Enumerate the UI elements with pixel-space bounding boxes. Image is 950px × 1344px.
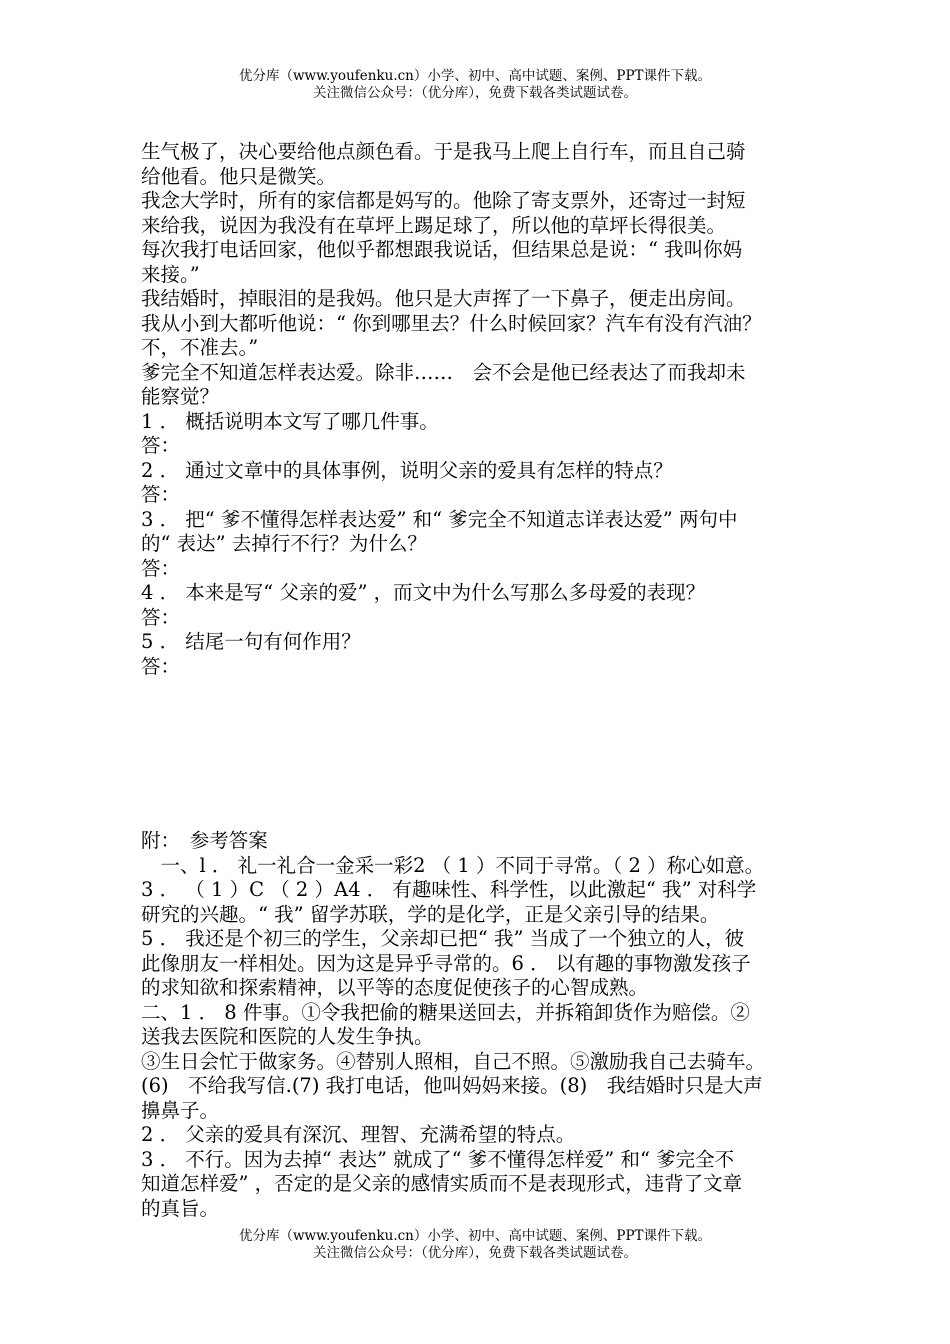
questions: [141, 410, 841, 680]
answer-blank: 答：: [141, 434, 181, 457]
question-line: 3 ． 把“ 爹不懂得怎样表达爱” 和“ 爹完全不知道志详表达爱” 两句中: [141, 507, 738, 531]
answer-line: 二、1 ． 8 件事。①令我把偷的糖果送回去，并拆箱卸货作为赔偿。②: [141, 1000, 750, 1024]
passage-line: 能察觉？: [141, 385, 220, 408]
passage-line: 生气极了，决心要给他点颜色看。于是我马上爬上自行车，而且自己骑: [141, 140, 746, 163]
answer-line: 3 ． （ 1 ）C （ 2 ）A4 ． 有趣味性、科学性，以此激起“ 我” 对科学: [141, 878, 757, 901]
passage-line: 给他看。他只是微笑。: [141, 164, 337, 188]
answer-line: 一、l ． 礼一礼合一金采一彩2 （ 1 ）不同于寻常。（ 2 ）称心如意。: [141, 853, 765, 877]
passage-line: 来接。”: [141, 262, 200, 286]
passage-line: 我结婚时，掉眼泪的是我妈。他只是大声挥了一下鼻子，便走出房间。: [141, 287, 746, 310]
answer-line: 的求知欲和探索精神，以平等的态度促使孩子的心智成熟。: [141, 976, 649, 999]
passage-line: 我从小到大都听他说：“ 你到哪里去？什么时候回家？汽车有没有汽油？: [141, 311, 762, 335]
answer-key-title: 附： 参考答案: [141, 829, 268, 852]
answer-blank: 答：: [141, 556, 181, 580]
page-footer: [0, 1228, 950, 1262]
question-line: 的“ 表达” 去掉行不行？为什么？: [141, 532, 427, 555]
answer-blank: 答：: [141, 483, 181, 506]
answer-line: 的真旨。: [141, 1196, 220, 1220]
question-line: 1 ． 概括说明本文写了哪几件事。: [141, 409, 439, 433]
passage: [141, 140, 841, 410]
passage-line: 爹完全不知道怎样表达爱。除非…… 会不会是他已经表达了而我却未: [141, 360, 746, 384]
answer-blank: 答：: [141, 654, 181, 678]
answer-key: [141, 829, 841, 1221]
answer-line: 2 ． 父亲的爱具有深沉、理智、充满希望的特点。: [141, 1123, 576, 1146]
blank-space: [141, 679, 841, 829]
answer-blank: 答：: [141, 605, 181, 629]
answer-line: 送我去医院和医院的人发生争执。: [141, 1025, 434, 1048]
answer-line: 知道怎样爱” ，否定的是父亲的感情实质而不是表现形式，违背了文章: [141, 1172, 743, 1195]
header-line-1: 优分库（www.youfenku.cn）小学、初中、高中试题、案例、PPT课件下载。: [238, 68, 712, 84]
question-line: 2 ． 通过文章中的具体事例，说明父亲的爱具有怎样的特点？: [141, 458, 673, 482]
question-line: 5 ． 结尾一句有何作用？: [141, 630, 361, 653]
question-line: 4 ． 本来是写“ 父亲的爱” ，而文中为什么写那么多母爱的表现？: [141, 581, 706, 604]
answer-line: (6) 不给我写信.(7) 我打电话，他叫妈妈来接。(8) 我结婚时只是大声: [141, 1074, 763, 1097]
answer-line: 此像朋友一样相处。因为这是异乎寻常的。6 ． 以有趣的事物激发孩子: [141, 951, 751, 975]
answer-line: 3 ． 不行。因为去掉“ 表达” 就成了“ 爹不懂得怎样爱” 和“ 爹完全不: [141, 1147, 735, 1171]
footer-line-2: 关注微信公众号：（优分库），免费下载各类试题试卷。: [313, 1245, 637, 1261]
passage-line: 我念大学时，所有的家信都是妈写的。他除了寄支票外，还寄过一封短: [141, 189, 746, 212]
answer-line: 擤鼻子。: [141, 1098, 220, 1122]
passage-line: 每次我打电话回家，他似乎都想跟我说话，但结果总是说：“ 我叫你妈: [141, 238, 743, 261]
header-line-2: 关注微信公众号：（优分库），免费下载各类试题试卷。: [313, 85, 637, 101]
answer-line: 5 ． 我还是个初三的学生，父亲却已把“ 我” 当成了一个独立的人，彼: [141, 927, 745, 950]
answer-line: 研究的兴趣。“ 我” 留学苏联，学的是化学，正是父亲引导的结果。: [141, 902, 720, 926]
passage-line: 不，不准去。”: [141, 336, 259, 359]
page-header: [0, 68, 950, 102]
passage-line: 来给我，说因为我没有在草坪上踢足球了，所以他的草坪长得很美。: [141, 213, 727, 237]
document-body: [141, 140, 841, 1221]
footer-line-1: 优分库（www.youfenku.cn）小学、初中、高中试题、案例、PPT课件下载。: [238, 1228, 712, 1244]
answer-line: ③生日会忙于做家务。④替别人照相，自己不照。⑤激励我自己去骑车。: [141, 1049, 766, 1073]
